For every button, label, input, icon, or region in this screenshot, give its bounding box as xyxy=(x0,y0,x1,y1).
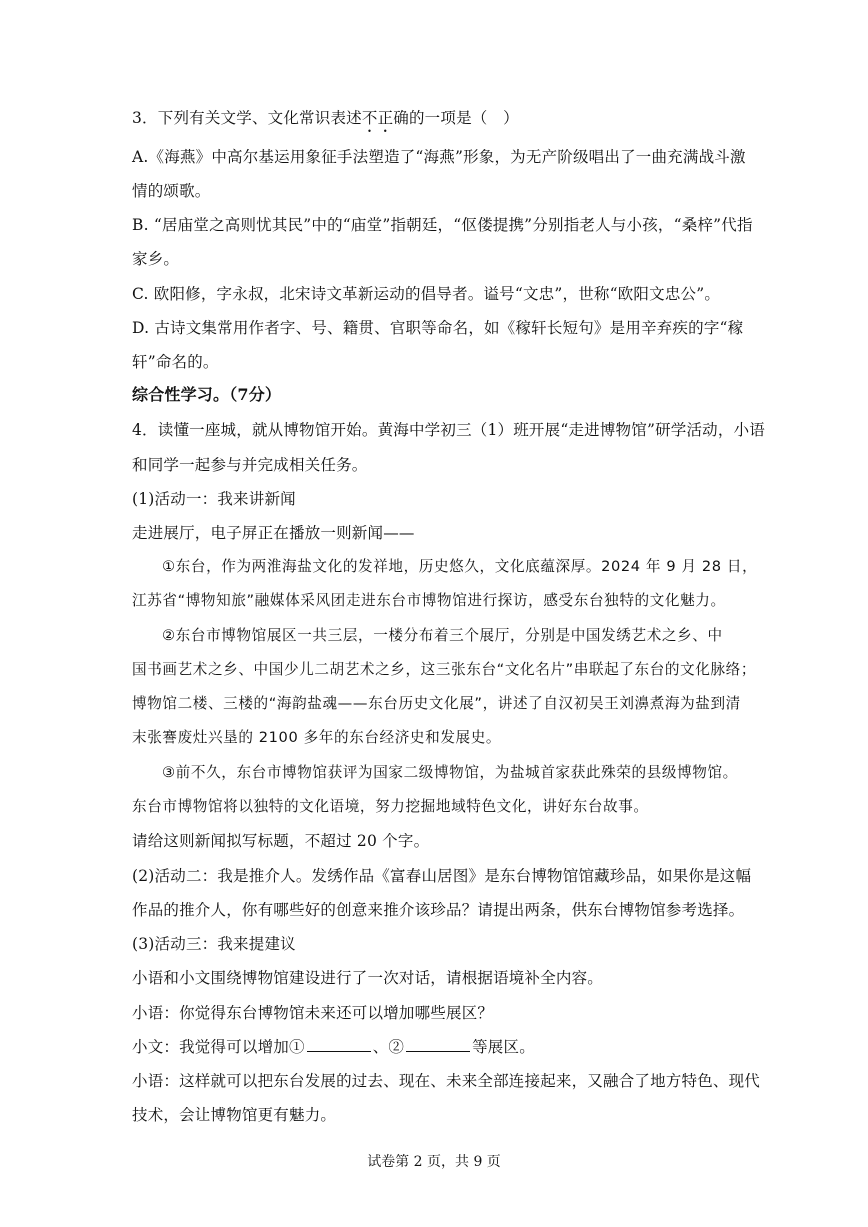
answer-blank-2[interactable] xyxy=(406,1037,470,1052)
dialogue-line3: 小语：这样就可以把东台发展的过去、现在、未来全部连接起来，又融合了地方特色、现代 xyxy=(132,1072,761,1090)
news-para1-line1: ①东台，作为两淮海盐文化的发祥地，历史悠久，文化底蕴深厚。2024 年 9 月 28 日， xyxy=(162,558,758,575)
activity-3-title: (3)活动三：我来提建议 xyxy=(132,935,296,953)
dialogue-line4: 技术，会让博物馆更有魅力。 xyxy=(132,1106,337,1124)
news-para1-line2: 江苏省“博物知旅”融媒体采风团走进东台市博物馆进行探访，感受东台独特的文化魅力。 xyxy=(132,592,726,609)
stem-text-end: 确的一项是（ ） xyxy=(393,109,519,127)
option-b-line1: B. “居庙堂之高则忧其民”中的“庙堂”指朝廷，“伛偻提携”分别指老人与小孩，“桑梓”代指 xyxy=(132,216,753,234)
question-4-intro-line2: 和同学一起参与并完成相关任务。 xyxy=(132,456,368,474)
activity-1-title: (1)活动一：我来讲新闻 xyxy=(132,490,296,508)
dialogue-line1: 小语：你觉得东台博物馆未来还可以增加哪些展区？ xyxy=(132,1004,494,1022)
dialogue-line2 xyxy=(132,1037,535,1057)
answer-blank-1[interactable] xyxy=(307,1037,371,1052)
news-para2-line4: 末张謇废灶兴垦的 2100 多年的东台经济史和发展史。 xyxy=(132,729,502,746)
section-title: 综合性学习。（7分） xyxy=(132,385,282,404)
news-para2-line2: 国书画艺术之乡、中国少儿二胡艺术之乡，这三张东台“文化名片”串联起了东台的文化脉络； xyxy=(132,661,757,678)
question-4-intro-line1: 4．读懂一座城，就从博物馆开始。黄海中学初三（1）班开展“走进博物馆”研学活动，小语 xyxy=(132,421,765,439)
news-para3-line1: ③前不久，东台市博物馆获评为国家二级博物馆，为盐城首家获此殊荣的县级博物馆。 xyxy=(162,764,738,781)
activity-3-lead: 小语和小文围绕博物馆建设进行了一次对话，请根据语境补全内容。 xyxy=(132,969,604,987)
dialogue-text-end: 等展区。 xyxy=(472,1038,535,1056)
dialogue-text: 小文：我觉得可以增加① xyxy=(132,1038,305,1056)
activity-2-line2: 作品的推介人，你有哪些好的创意来推介该珍品？请提出两条，供东台博物馆参考选择。 xyxy=(132,901,745,919)
activity-1-task: 请给这则新闻拟写标题，不超过 20 个字。 xyxy=(132,832,430,850)
stem-text: 3．下列有关文学、文化常识表述 xyxy=(132,109,362,127)
option-a-line1: A.《海燕》中高尔基运用象征手法塑造了“海燕”形象，为无产阶级唱出了一曲充满战斗激 xyxy=(132,148,746,166)
activity-1-lead: 走进展厅，电子屏正在播放一则新闻—— xyxy=(132,524,415,542)
question-3-stem xyxy=(132,108,519,136)
page-footer: 试卷第 2 页，共 9 页 xyxy=(367,1154,501,1170)
dialogue-text-mid: 、② xyxy=(372,1038,405,1056)
news-para3-line2: 东台市博物馆将以独特的文化语境，努力挖掘地域特色文化，讲好东台故事。 xyxy=(132,798,649,815)
option-a-line2: 情的颂歌。 xyxy=(132,182,211,200)
news-para2-line3: 博物馆二楼、三楼的“海韵盐魂——东台历史文化展”，讲述了自汉初吴王刘濞煮海为盐到清 xyxy=(132,695,741,712)
activity-2-line1: (2)活动二：我是推介人。发绣作品《富春山居图》是东台博物馆馆藏珍品，如果你是这幅 xyxy=(132,867,752,885)
news-para2-line1: ②东台市博物馆展区一共三层，一楼分布着三个展厅，分别是中国发绣艺术之乡、中 xyxy=(162,627,723,644)
emphasis-text: 不正 xyxy=(361,109,394,127)
option-d-line2: 轩”命名的。 xyxy=(132,353,219,371)
option-c: C. 欧阳修，字永叔，北宋诗文革新运动的倡导者。谥号“文忠”，世称“欧阳文忠公”。 xyxy=(132,285,721,303)
option-d-line1: D. 古诗文集常用作者字、号、籍贯、官职等命名，如《稼轩长短句》是用辛弃疾的字“稼 xyxy=(132,319,744,337)
option-b-line2: 家乡。 xyxy=(132,250,180,268)
